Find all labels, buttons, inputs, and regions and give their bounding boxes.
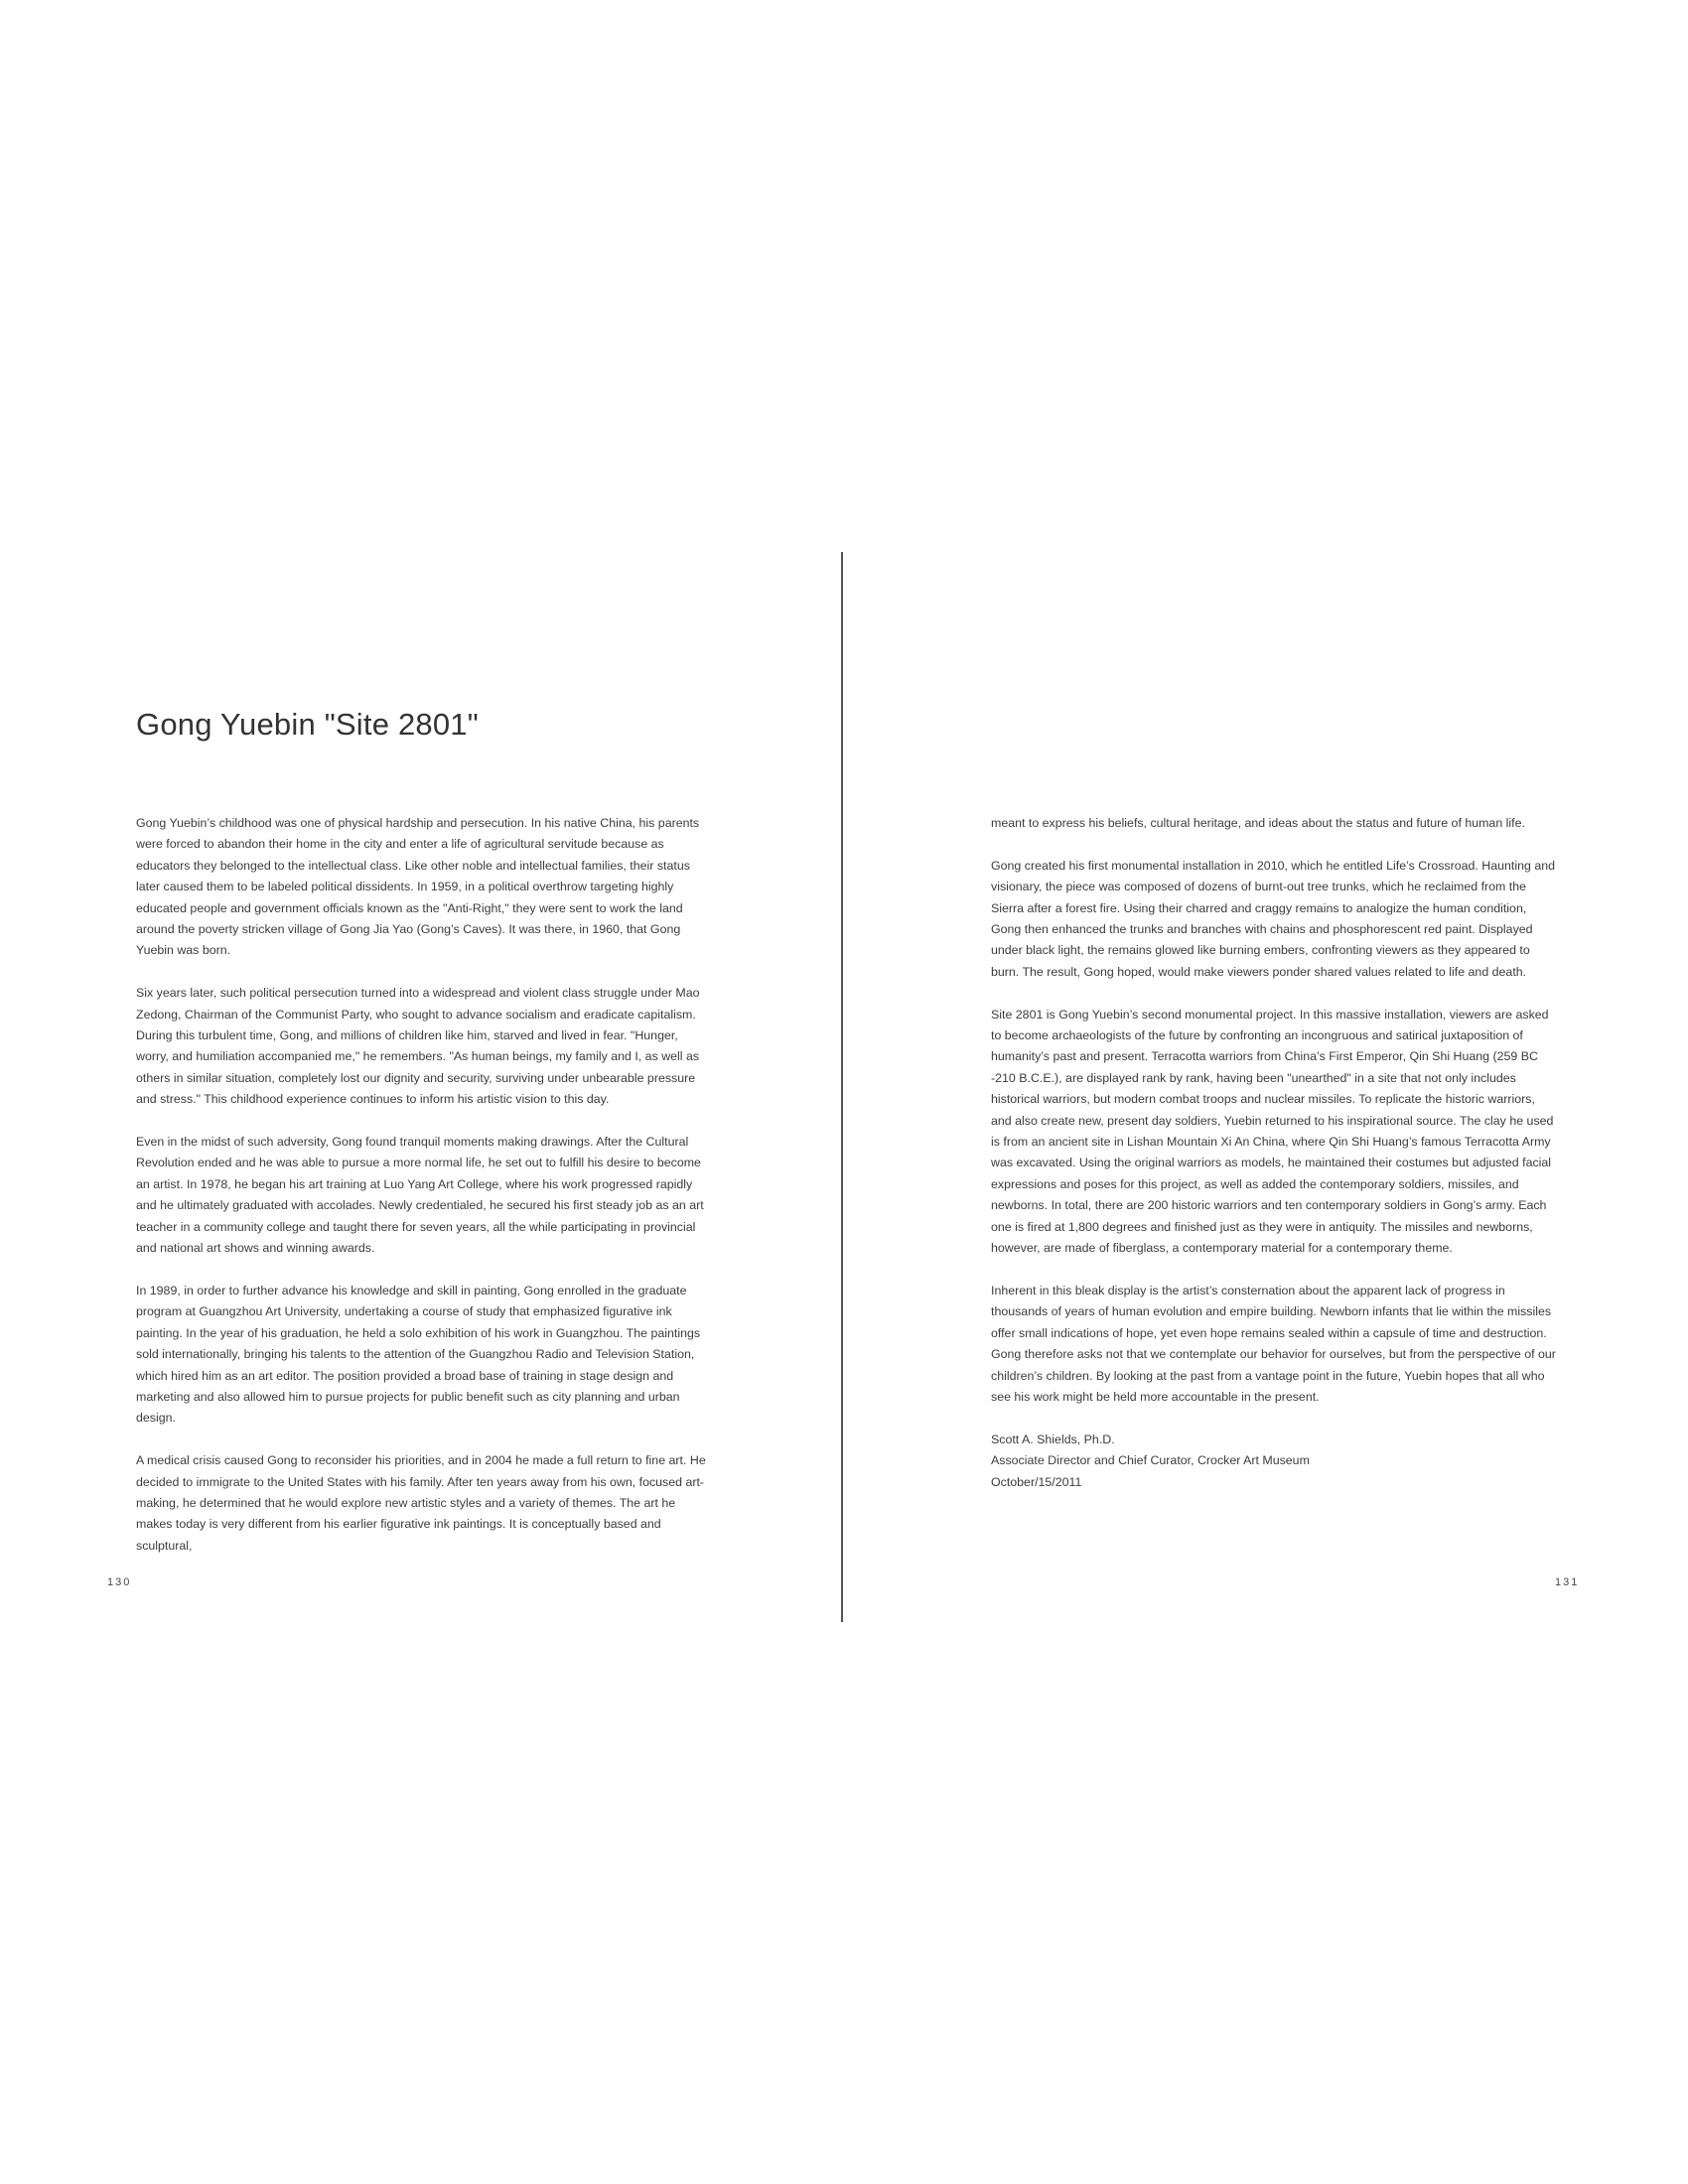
body-paragraph: Inherent in this bleak display is the artist’s consternation about the apparent lack of progress in thousands of years of human evolution and empire building. Newborn infants that lie within the missiles offer small indications of hope, yet even hope remains sealed within a capsule of time and destruction. Gong therefore asks not that we contemplate our behavior for ourselves, but from the perspective of our children’s children. By looking at the past from a vantage point in the future, Yuebin hopes that all who see his work might be held more accountable in the present. xyxy=(991,1283,1556,1404)
author-position: Associate Director and Chief Curator, Crocker Art Museum xyxy=(991,1453,1310,1468)
author-name: Scott A. Shields, Ph.D. xyxy=(991,1432,1115,1446)
left-page-body xyxy=(136,813,712,1578)
body-paragraph: Site 2801 is Gong Yuebin’s second monumental project. In this massive installation, viewers are asked to become archaeologists of the future by confronting an incongruous and satirical juxtaposition of humanity’s past and present. Terracotta warriors from China’s First Emperor, Qin Shi Huang (259 BC -210 B.C.E.), are displayed rank by rank, having been "unearthed" in a site that not only includes historical warriors, but modern combat troops and nuclear missiles. To replicate the historic warriors, and also create new, present day soldiers, Yuebin returned to his inspirational source. The clay he used is from an ancient site in Lishan Mountain Xi An China, where Qin Shi Huang’s famous Terracotta Army was excavated. Using the original warriors as models, he maintained their costumes but adjusted facial expressions and poses for this project, as well as added the contemporary soldiers, missiles, and newborns. In total, there are 200 historic warriors and ten contemporary soldiers in Gong’s army. Each one is fired at 1,800 degrees and finished just as they were in antiquity. The missiles and newborns, however, are made of fiberglass, a contemporary material for a contemporary theme. xyxy=(991,1007,1554,1256)
signature-date: October/15/2011 xyxy=(991,1474,1082,1489)
page-number-left: 130 xyxy=(107,1576,132,1588)
gutter-divider xyxy=(841,552,843,1622)
body-paragraph: Six years later, such political persecution turned into a widespread and violent class struggle under Mao Zedong, Chairman of the Communist Party, who sought to advance socialism and eradicate capitalism. During this turbulent time, Gong, and millions of children like him, starved and lived in fear. "Hunger, worry, and humiliation accompanied me," he remembers. "As human beings, my family and I, as well as others in similar situation, completely lost our dignity and security, surviving under unbearable pressure and stress." This childhood experience continues to inform his artistic vision to this day. xyxy=(136,986,700,1107)
author-signature-block xyxy=(991,1430,1557,1493)
body-paragraph: Gong created his first monumental installation in 2010, which he entitled Life’s Crossroad. Haunting and visionary, the piece was composed of dozens of burnt-out tree trunks, which he reclaimed from the Sierra after a forest fire. Using their charred and craggy remains to analogize the human condition, Gong then enhanced the trunks and branches with chains and phosphorescent red paint. Displayed under black light, the remains glowed like burning embers, confronting viewers as they appeared to burn. The result, Gong hoped, would make viewers ponder shared values related to life and death. xyxy=(991,858,1556,979)
page-number-right: 131 xyxy=(1555,1576,1580,1588)
body-paragraph: meant to express his beliefs, cultural heritage, and ideas about the status and future of human life. xyxy=(991,816,1525,830)
right-page-body xyxy=(991,813,1557,1493)
body-paragraph: A medical crisis caused Gong to reconsider his priorities, and in 2004 he made a full return to fine art. He decided to immigrate to the United States with his family. After ten years away from his own, focused art-making, he determined that he would explore new artistic styles and a variety of themes. The art he makes today is very different from his earlier figurative ink paintings. It is conceptually based and sculptural, xyxy=(136,1453,706,1553)
body-paragraph: Gong Yuebin’s childhood was one of physical hardship and persecution. In his native China, his parents were forced to abandon their home in the city and enter a life of agricultural servitude because as educators they belonged to the intellectual class. Like other noble and intellectual families, their status later caused them to be labeled political dissidents. In 1959, in a political overthrow targeting highly educated people and government officials known as the "Anti-Right," they were sent to work the land around the poverty stricken village of Gong Jia Yao (Gong’s Caves). It was there, in 1960, that Gong Yuebin was born. xyxy=(136,816,700,958)
article-title: Gong Yuebin "Site 2801" xyxy=(136,707,479,742)
body-paragraph: Even in the midst of such adversity, Gong found tranquil moments making drawings. After the Cultural Revolution ended and he was able to pursue a more normal life, he set out to fulfill his desire to become an artist. In 1978, he began his art training at Luo Yang Art College, where his work progressed rapidly and he ultimately graduated with accolades. Newly credentialed, he secured his first steady job as an art teacher in a community college and taught there for seven years, all the while participating in provincial and national art shows and winning awards. xyxy=(136,1135,704,1256)
body-paragraph: In 1989, in order to further advance his knowledge and skill in painting, Gong enrolled in the graduate program at Guangzhou Art University, undertaking a course of study that emphasized figurative ink painting. In the year of his graduation, he held a solo exhibition of his work in Guangzhou. The paintings sold internationally, bringing his talents to the attention of the Guangzhou Radio and Television Station, which hired him as an art editor. The position provided a broad base of training in stage design and marketing and also allowed him to pursue projects for public benefit such as city planning and urban design. xyxy=(136,1283,701,1426)
